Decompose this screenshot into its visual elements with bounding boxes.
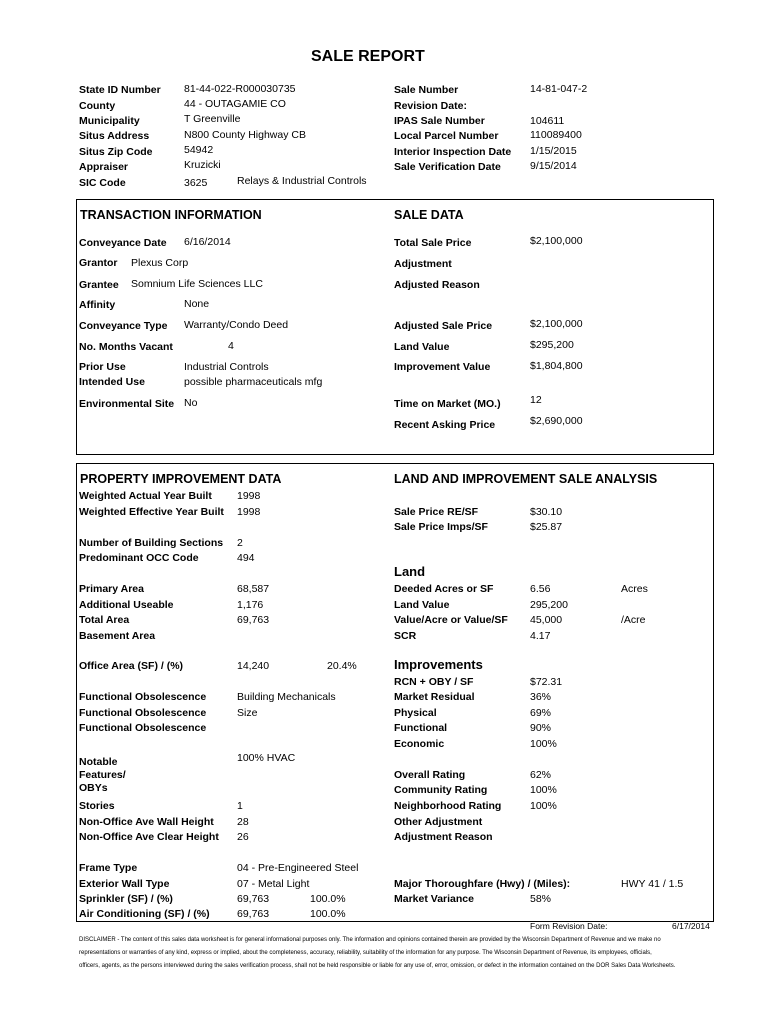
land-value-value: $295,200 [530,339,574,351]
scr-value: 4.17 [530,630,551,642]
rcn-label: RCN + OBY / SF [394,676,474,688]
additional-useable-label: Additional Useable [79,599,174,611]
appraiser-label: Appraiser [79,161,129,173]
local-parcel-label: Local Parcel Number [394,130,499,142]
total-sale-price-value: $2,100,000 [530,235,583,247]
conveyance-date-label: Conveyance Date [79,237,167,249]
economic-value: 100% [530,738,557,750]
occ-code-value: 494 [237,552,255,564]
rcn-value: $72.31 [530,676,563,688]
functional-label: Functional [394,722,448,734]
primary-area-value: 68,587 [237,583,270,595]
additional-useable-value: 1,176 [237,599,264,611]
grantor-label: Grantor [79,257,118,269]
sic-code-value: 3625 [184,177,208,189]
frame-type-value: 04 - Pre-Engineered Steel [237,862,359,874]
functional-obsolescence-3-label: Functional Obsolescence [79,722,207,734]
environmental-site-label: Environmental Site [79,398,175,410]
neighborhood-rating-label: Neighborhood Rating [394,800,502,812]
sale-price-imps-value: $25.87 [530,521,563,533]
deeded-acres-value: 6.56 [530,583,551,595]
situs-address-value: N800 County Highway CB [184,129,306,141]
deeded-acres-unit: Acres [621,583,648,595]
form-revision-label: Form Revision Date: [530,921,608,931]
community-rating-value: 100% [530,784,557,796]
primary-area-label: Primary Area [79,583,144,595]
sale-price-re-value: $30.10 [530,506,563,518]
notable-label-3: OBYs [79,782,108,794]
environmental-site-value: No [184,397,198,409]
state-id-label: State ID Number [79,84,161,96]
sale-number-value: 14-81-047-2 [530,83,588,95]
office-area-label: Office Area (SF) / (%) [79,660,184,672]
time-on-market-value: 12 [530,394,542,406]
sale-price-re-label: Sale Price RE/SF [394,506,479,518]
county-value: 44 - OUTAGAMIE CO [184,98,286,110]
ipas-label: IPAS Sale Number [394,115,485,127]
notable-features-value: 100% HVAC [237,752,296,764]
sale-price-imps-label: Sale Price Imps/SF [394,521,488,533]
affinity-value: None [184,298,210,310]
functional-obsolescence-1-label: Functional Obsolescence [79,691,207,703]
functional-obsolescence-2-label: Functional Obsolescence [79,707,207,719]
physical-label: Physical [394,707,437,719]
weyb-label: Weighted Effective Year Built [79,506,224,518]
transaction-heading: TRANSACTION INFORMATION [80,208,262,222]
months-vacant-value: 4 [228,340,234,352]
market-variance-label: Market Variance [394,893,474,905]
wayb-value: 1998 [237,490,261,502]
sale-verification-value: 9/15/2014 [530,160,577,172]
functional-value: 90% [530,722,552,734]
total-area-label: Total Area [79,614,130,626]
sic-code-description: Relays & Industrial Controls [237,175,367,187]
notable-label-1: Notable [79,756,118,768]
form-revision-value: 6/17/2014 [672,921,710,931]
stories-value: 1 [237,800,243,812]
sale-verification-label: Sale Verification Date [394,161,501,173]
adjusted-reason-label: Adjusted Reason [394,279,480,291]
basement-area-label: Basement Area [79,630,156,642]
analysis-land-value-label: Land Value [394,599,450,611]
value-per-acre-unit: /Acre [621,614,646,626]
grantor-value: Plexus Corp [131,257,189,269]
wall-height-value: 28 [237,816,249,828]
interior-inspection-label: Interior Inspection Date [394,146,512,158]
value-per-acre-label: Value/Acre or Value/SF [394,614,508,626]
intended-use-value: possible pharmaceuticals mfg [184,376,323,388]
scr-label: SCR [394,630,417,642]
sic-code-label: SIC Code [79,177,126,189]
property-heading: PROPERTY IMPROVEMENT DATA [80,472,282,486]
overall-rating-label: Overall Rating [394,769,466,781]
appraiser-value: Kruzicki [184,159,221,171]
community-rating-label: Community Rating [394,784,488,796]
recent-asking-price-label: Recent Asking Price [394,419,496,431]
adjusted-sale-price-value: $2,100,000 [530,318,583,330]
clear-height-label: Non-Office Ave Clear Height [79,831,219,843]
thoroughfare-label: Major Thoroughfare (Hwy) / (Miles): [394,878,571,890]
air-conditioning-label: Air Conditioning (SF) / (%) [79,908,210,920]
sale-data-heading: SALE DATA [394,208,464,222]
wayb-label: Weighted Actual Year Built [79,490,212,502]
land-heading: Land [394,564,426,579]
frame-type-label: Frame Type [79,862,138,874]
situs-address-label: Situs Address [79,130,150,142]
total-sale-price-label: Total Sale Price [394,237,472,249]
municipality-value: T Greenville [184,113,241,125]
page-title: SALE REPORT [311,48,425,65]
clear-height-value: 26 [237,831,249,843]
adjusted-sale-price-label: Adjusted Sale Price [394,320,493,332]
interior-inspection-value: 1/15/2015 [530,145,577,157]
market-residual-value: 36% [530,691,552,703]
air-conditioning-pct: 100.0% [310,908,346,920]
market-residual-label: Market Residual [394,691,475,703]
other-adjustment-label: Other Adjustment [394,816,483,828]
conveyance-type-value: Warranty/Condo Deed [184,319,289,331]
adjustment-label: Adjustment [394,258,452,270]
overall-rating-value: 62% [530,769,552,781]
county-label: County [79,100,116,112]
office-area-sf: 14,240 [237,660,270,672]
improvements-heading: Improvements [394,657,483,672]
stories-label: Stories [79,800,115,812]
exterior-wall-value: 07 - Metal Light [237,878,310,890]
neighborhood-rating-value: 100% [530,800,557,812]
office-area-pct: 20.4% [327,660,357,672]
improvement-value-label: Improvement Value [394,361,491,373]
local-parcel-value: 110089400 [530,129,582,141]
analysis-heading: LAND AND IMPROVEMENT SALE ANALYSIS [394,472,658,486]
months-vacant-label: No. Months Vacant [79,341,173,353]
situs-zip-label: Situs Zip Code [79,146,153,158]
sprinkler-label: Sprinkler (SF) / (%) [79,893,173,905]
notable-label-2: Features/ [79,769,126,781]
grantee-label: Grantee [79,279,119,291]
analysis-land-value-value: 295,200 [530,599,568,611]
sprinkler-sf: 69,763 [237,893,270,905]
prior-use-label: Prior Use [79,361,126,373]
thoroughfare-value: HWY 41 / 1.5 [621,878,684,890]
functional-obsolescence-1-value: Building Mechanicals [237,691,336,703]
adjustment-reason-label: Adjustment Reason [394,831,493,843]
intended-use-label: Intended Use [79,376,145,388]
exterior-wall-label: Exterior Wall Type [79,878,170,890]
deeded-acres-label: Deeded Acres or SF [394,583,494,595]
prior-use-value: Industrial Controls [184,361,269,373]
functional-obsolescence-2-value: Size [237,707,258,719]
market-variance-value: 58% [530,893,552,905]
occ-code-label: Predominant OCC Code [79,552,199,564]
value-per-acre-value: 45,000 [530,614,563,626]
state-id-value: 81-44-022-R000030735 [184,83,296,95]
air-conditioning-sf: 69,763 [237,908,270,920]
total-area-value: 69,763 [237,614,270,626]
conveyance-date-value: 6/16/2014 [184,236,231,248]
ipas-value: 104611 [530,115,565,127]
sprinkler-pct: 100.0% [310,893,346,905]
affinity-label: Affinity [79,299,116,311]
revision-date-label: Revision Date: [394,100,467,112]
disclaimer-line-3: officers, agents, as the persons interviewed during the sales verification process, shall not be held responsible or liable for any use of, error, omission, or defect in the information contained on the DOR Sales Data Worksheets. [79,963,676,969]
num-sections-label: Number of Building Sections [79,537,224,549]
land-value-label: Land Value [394,341,450,353]
municipality-label: Municipality [79,115,140,127]
time-on-market-label: Time on Market (MO.) [394,398,501,410]
situs-zip-value: 54942 [184,144,214,156]
weyb-value: 1998 [237,506,261,518]
sale-number-label: Sale Number [394,84,459,96]
economic-label: Economic [394,738,445,750]
disclaimer-line-2: representations or warranties of any kind, express or implied, about the completeness, accuracy, reliability, suitability of the information for any purpose. The Wisconsin Department of Revenue, its employees, officials, [79,950,652,956]
physical-value: 69% [530,707,552,719]
disclaimer-line-1: DISCLAIMER - The content of this sales data worksheet is for general informational purposes only. The information and opinions contained therein are provided by the Wisconsin Department of Revenue and we make no [79,937,661,943]
num-sections-value: 2 [237,537,243,549]
wall-height-label: Non-Office Ave Wall Height [79,816,214,828]
recent-asking-price-value: $2,690,000 [530,415,583,427]
grantee-value: Somnium Life Sciences LLC [131,278,263,290]
improvement-value-value: $1,804,800 [530,360,583,372]
conveyance-type-label: Conveyance Type [79,320,168,332]
